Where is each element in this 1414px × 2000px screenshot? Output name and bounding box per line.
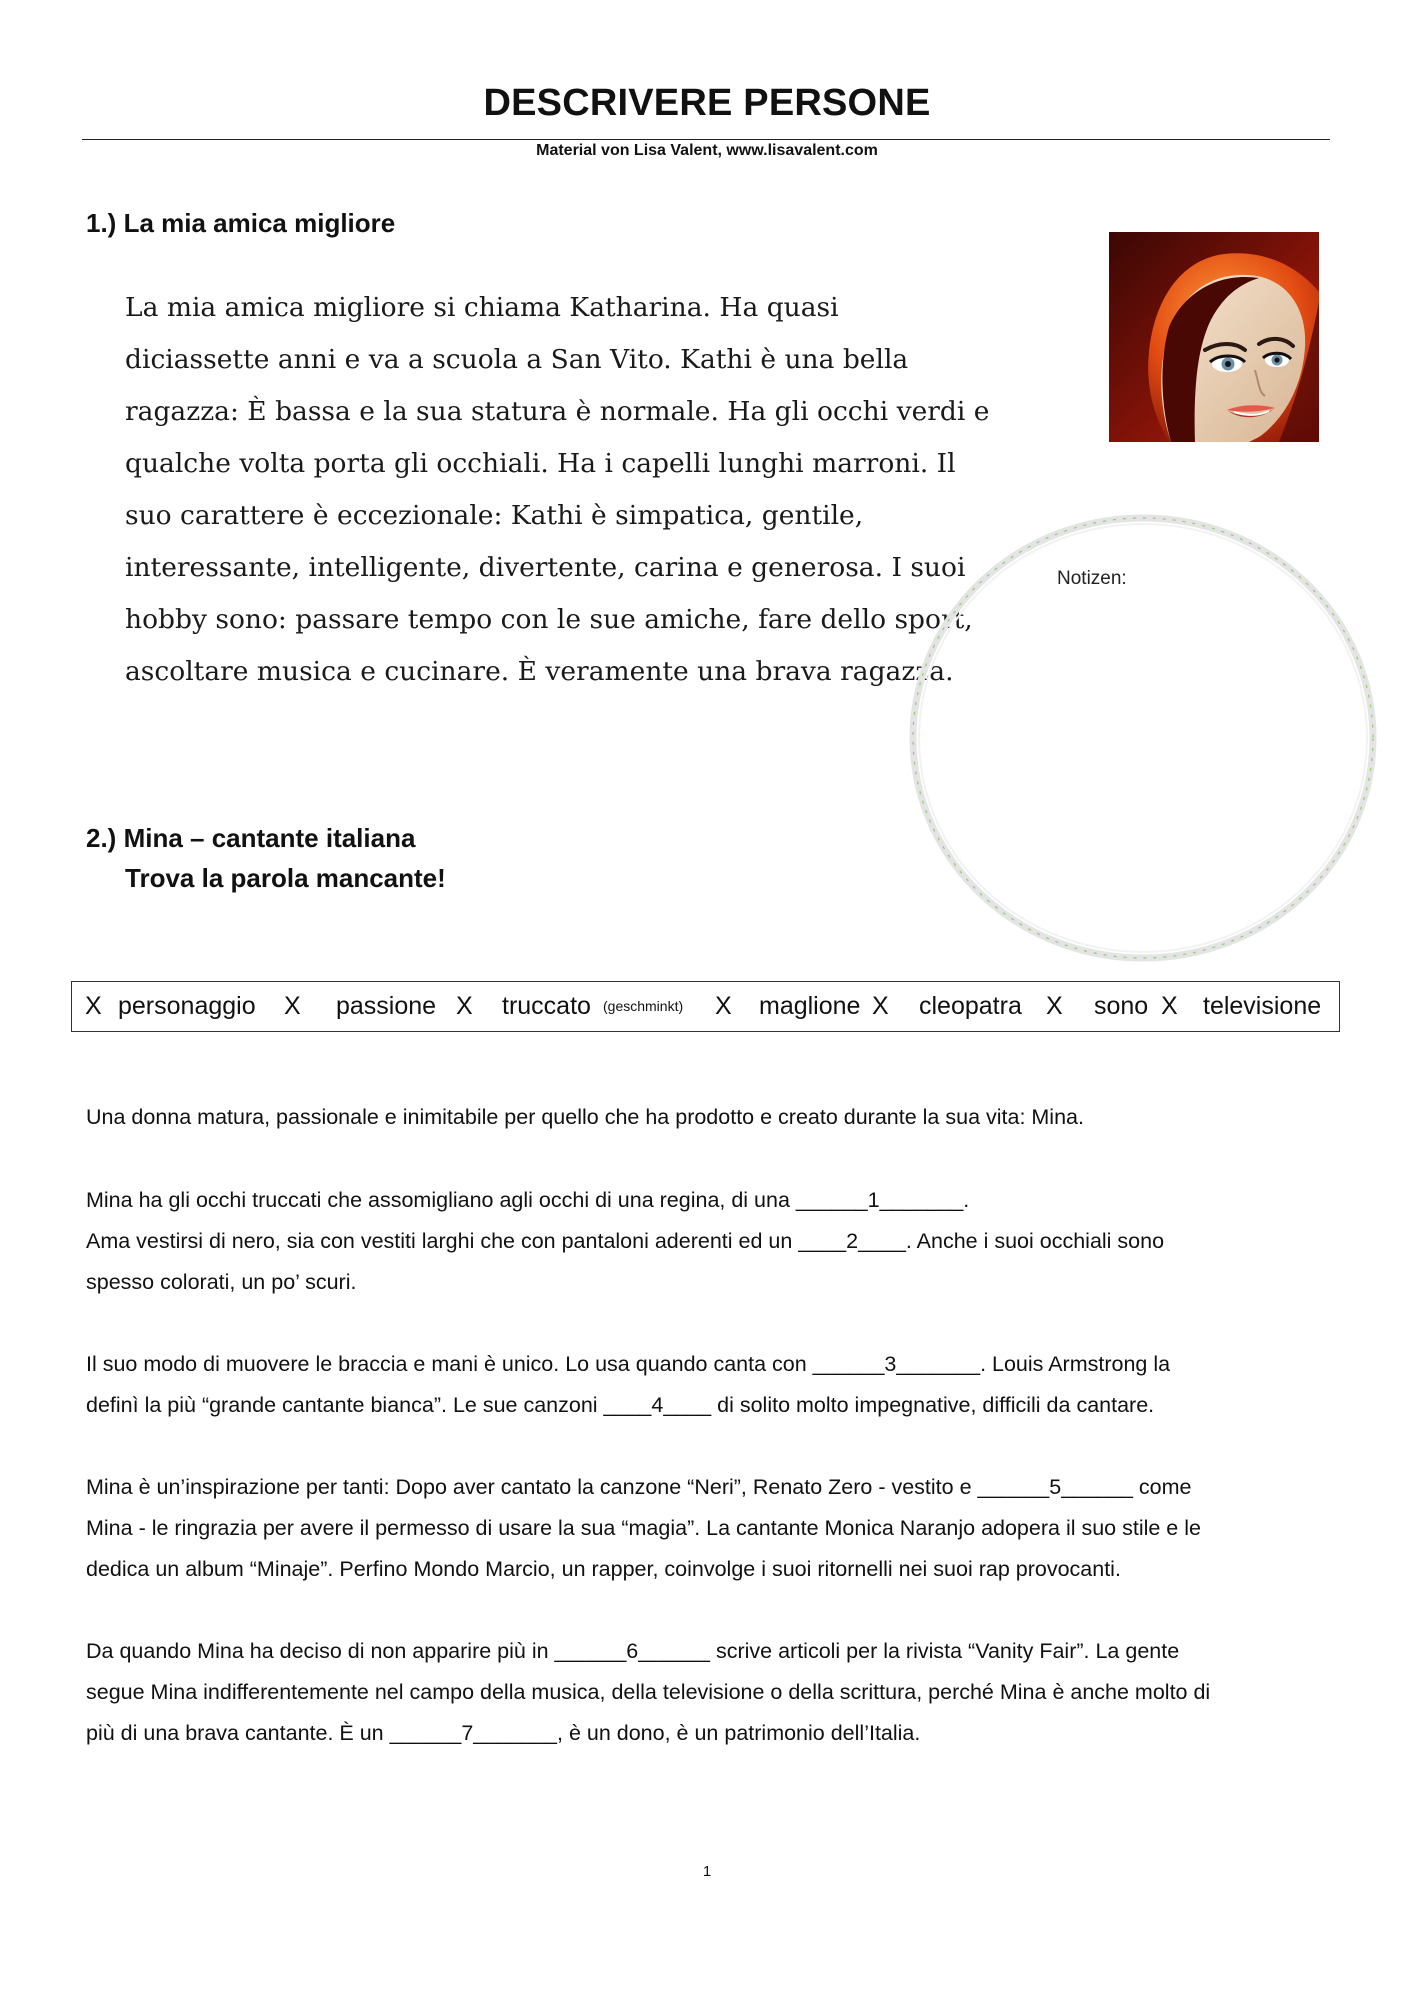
- exercise-paragraph: [86, 1097, 1346, 1138]
- word-bank-translation: (geschminkt): [603, 998, 684, 1014]
- notes-label: Notizen:: [1057, 568, 1127, 589]
- page-number: 1: [702, 1863, 712, 1880]
- word-bank-separator: X: [1161, 992, 1178, 1020]
- word-bank-separator: X: [456, 992, 473, 1020]
- notes-circle: [908, 512, 1378, 964]
- story-line: interessante, intelligente, divertente, carina e generosa. I suoi: [125, 552, 966, 583]
- author-credit: Material von Lisa Valent, www.lisavalent.com: [536, 142, 878, 159]
- word-bank-separator: X: [1046, 992, 1063, 1020]
- story-line: qualche volta porta gli occhiali. Ha i capelli lunghi marroni. Il: [125, 448, 956, 479]
- paragraph-line: Ama vestirsi di nero, sia con vestiti larghi che con pantaloni aderenti ed un ____2____. Anche i suoi occhiali sono: [86, 1229, 1165, 1253]
- section2-instruction: Trova la parola mancante!: [125, 863, 446, 893]
- section1-heading: 1.) La mia amica migliore: [86, 208, 396, 238]
- section1-story-text: [125, 282, 990, 698]
- word-bank-separator: X: [872, 992, 889, 1020]
- story-line: diciassette anni e va a scuola a San Vito. Kathi è una bella: [125, 344, 909, 375]
- exercise-paragraph: [86, 1631, 1346, 1754]
- portrait-illustration: [1109, 232, 1319, 442]
- word-bank-word: sono: [1094, 992, 1149, 1020]
- story-line: ascoltare musica e cucinare. È veramente una brava ragazza.: [125, 656, 954, 687]
- paragraph-line: spesso colorati, un po’ scuri.: [86, 1270, 357, 1294]
- word-bank-box: [71, 981, 1340, 1032]
- paragraph-line: dedica un album “Minaje”. Perfino Mondo Marcio, un rapper, coinvolge i suoi ritornelli nei suoi rap provocanti.: [86, 1557, 1121, 1581]
- word-bank-word: truccato: [502, 992, 591, 1020]
- word-bank-word: passione: [336, 992, 437, 1020]
- story-line: La mia amica migliore si chiama Katharina. Ha quasi: [125, 292, 839, 323]
- page-title: DESCRIVERE PERSONE: [483, 82, 931, 124]
- section2-heading: 2.) Mina – cantante italiana: [86, 823, 416, 853]
- paragraph-line: più di una brava cantante. È un ______7_______, è un dono, è un patrimonio dell’Italia.: [86, 1721, 921, 1745]
- story-line: ragazza: È bassa e la sua statura è normale. Ha gli occhi verdi e: [125, 396, 990, 427]
- paragraph-line: Da quando Mina ha deciso di non apparire più in ______6______ scrive articoli per la rivista “Vanity Fair”. La gente: [86, 1639, 1180, 1663]
- paragraph-line: Mina è un’inspirazione per tanti: Dopo aver cantato la canzone “Neri”, Renato Zero - vestito e ______5______ come: [86, 1475, 1192, 1499]
- paragraph-line: Mina - le ringrazia per avere il permesso di usare la sua “magia”. La cantante Monica Naranjo adopera il suo stile e le: [86, 1516, 1201, 1540]
- exercise-paragraph: [86, 1467, 1346, 1590]
- title-divider: [82, 139, 1330, 140]
- exercise-paragraph: [86, 1180, 1346, 1303]
- paragraph-line: Mina ha gli occhi truccati che assomigliano agli occhi di una regina, di una ______1_______.: [86, 1188, 970, 1212]
- word-bank-separator: X: [85, 992, 102, 1020]
- word-bank-word: maglione: [759, 992, 861, 1020]
- paragraph-line: definì la più “grande cantante bianca”. Le sue canzoni ____4____ di solito molto impegnative, difficili da cantare.: [86, 1393, 1155, 1417]
- section2-heading-block: [86, 818, 446, 898]
- paragraph-line: Una donna matura, passionale e inimitabile per quello che ha prodotto e creato durante la sua vita: Mina.: [86, 1105, 1084, 1129]
- word-bank-word: cleopatra: [919, 992, 1022, 1020]
- exercise-paragraph: [86, 1344, 1346, 1426]
- word-bank-separator: X: [284, 992, 301, 1020]
- word-bank-separator: X: [715, 992, 732, 1020]
- paragraph-line: segue Mina indifferentemente nel campo della musica, della televisione o della scrittura, perché Mina è anche molto di: [86, 1680, 1211, 1704]
- story-line: hobby sono: passare tempo con le sue amiche, fare dello sport,: [125, 604, 973, 635]
- story-line: suo carattere è eccezionale: Kathi è simpatica, gentile,: [125, 500, 864, 531]
- paragraph-line: Il suo modo di muovere le braccia e mani è unico. Lo usa quando canta con ______3_______. Louis Armstrong la: [86, 1352, 1171, 1376]
- word-bank-word: televisione: [1203, 992, 1322, 1020]
- word-bank-word: personaggio: [118, 992, 256, 1020]
